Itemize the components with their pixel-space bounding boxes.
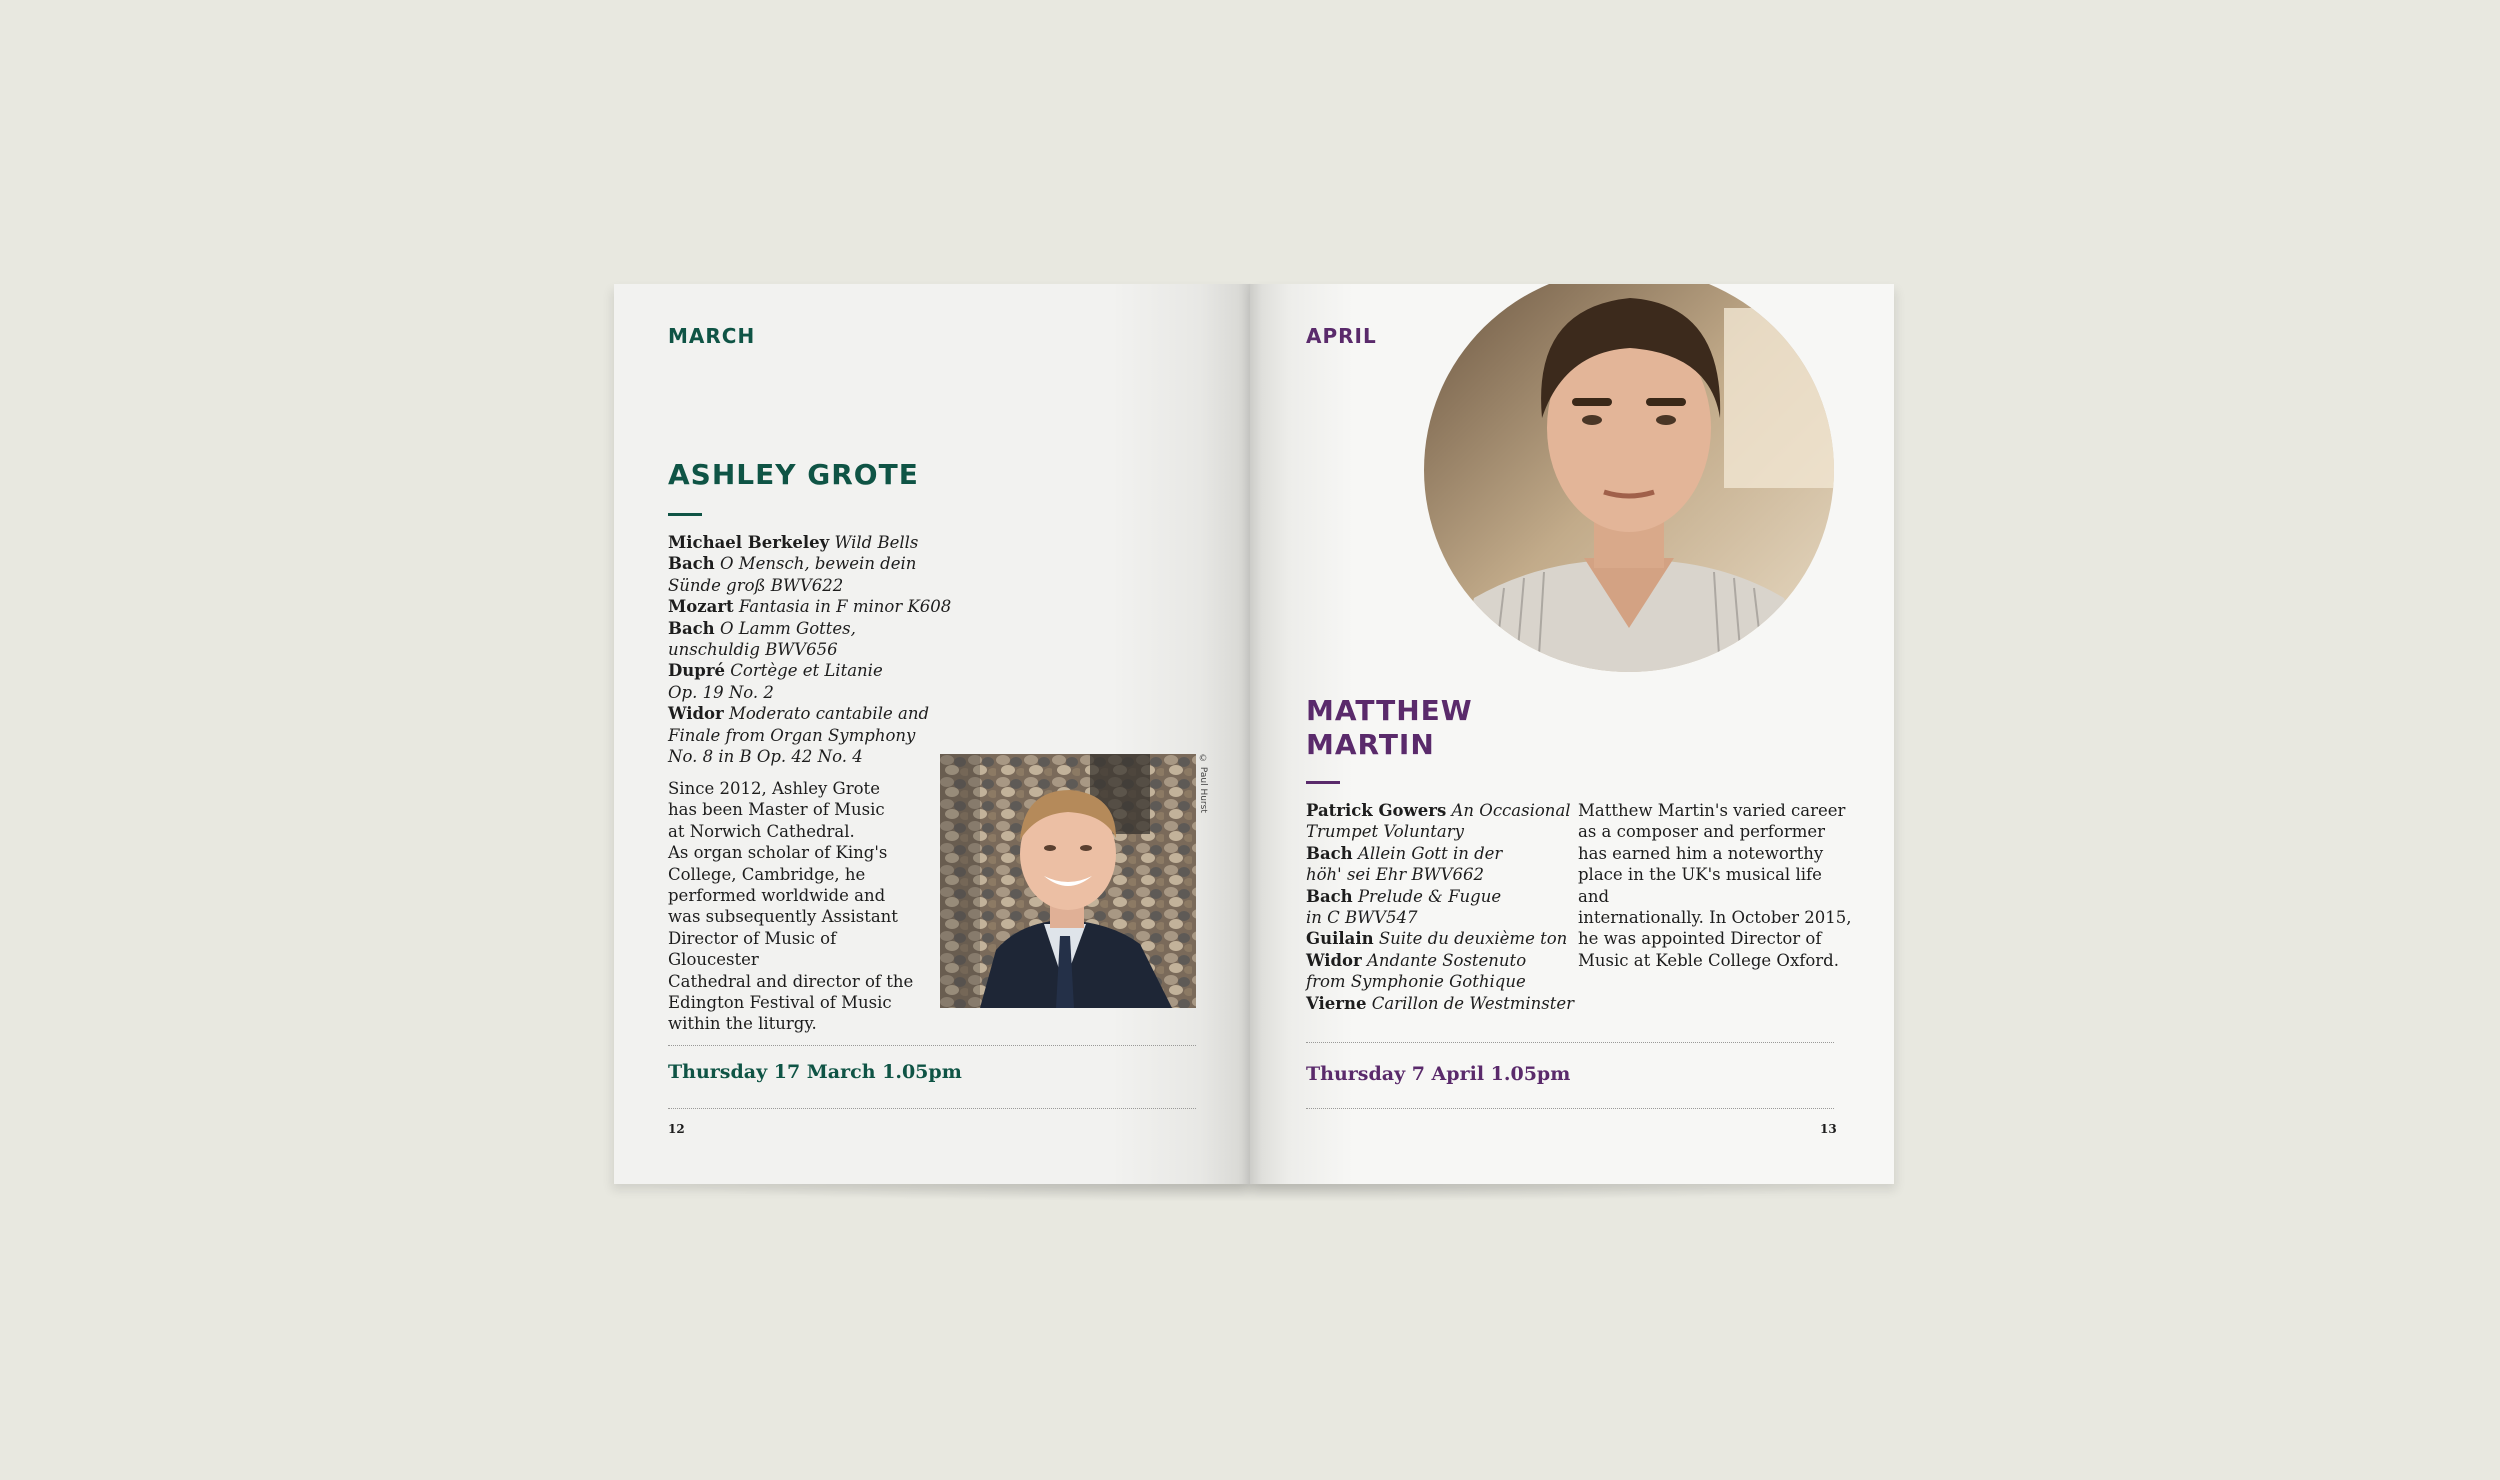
bio-line: Matthew Martin's varied career: [1578, 801, 1846, 820]
performer-name-line: MATTHEW: [1306, 694, 1473, 727]
composer-name: Bach: [1306, 886, 1353, 906]
bio-line: Since 2012, Ashley Grote: [668, 779, 880, 798]
divider-top: [1306, 1042, 1834, 1043]
composer-name: Bach: [1306, 843, 1353, 863]
performer-photo: [1424, 284, 1834, 672]
program-item: [668, 618, 958, 661]
composer-name: Mozart: [668, 597, 734, 617]
work-title: in C BWV547: [1306, 908, 1418, 928]
work-title: Op. 19 No. 2: [668, 682, 774, 702]
work-title: höh' sei Ehr BWV662: [1306, 865, 1485, 885]
program-item: [1306, 993, 1576, 1014]
composer-name: Dupré: [668, 661, 726, 681]
bio-line: has earned him a noteworthy: [1578, 843, 1824, 863]
right-page: [1250, 284, 1894, 1184]
work-title: Carillon de Westminster: [1371, 993, 1575, 1013]
bio-line: Edington Festival of Music: [668, 993, 892, 1013]
bio-line: at Norwich Cathedral.: [668, 821, 855, 841]
composer-name: Guilain: [1306, 929, 1374, 949]
biography: [668, 778, 928, 1035]
bio-line: Director of Music of Gloucester: [668, 928, 837, 970]
program-item: [1306, 886, 1576, 929]
bio-line: has been Master of Music: [668, 800, 885, 820]
bio-line: College, Cambridge, he: [668, 864, 866, 884]
composer-name: Vierne: [1306, 993, 1367, 1013]
bio-line: Cathedral and director of the: [668, 971, 914, 991]
bio-line: As organ scholar of King's: [668, 843, 888, 863]
work-title: Andante Sostenuto: [1367, 950, 1527, 970]
program-item: [1306, 928, 1576, 949]
work-title: Finale from Organ Symphony: [668, 725, 916, 745]
title-rule: [1306, 781, 1340, 784]
page-number: 12: [668, 1122, 685, 1136]
program-item: [668, 532, 958, 553]
work-title: Allein Gott in der: [1357, 843, 1503, 863]
work-title: unschuldig BWV656: [668, 640, 838, 660]
work-title: O Lamm Gottes,: [719, 618, 856, 638]
work-title: Sünde groß BWV622: [668, 575, 844, 595]
composer-name: Bach: [668, 554, 715, 574]
bio-line: internationally. In October 2015,: [1578, 908, 1852, 928]
performer-photo: [940, 754, 1196, 1008]
program-item: [1306, 800, 1576, 843]
work-title: Suite du deuxième ton: [1378, 929, 1568, 949]
bio-line: within the liturgy.: [668, 1014, 817, 1034]
program-item: [1306, 843, 1576, 886]
work-title: No. 8 in B Op. 42 No. 4: [668, 747, 863, 767]
bio-line: was subsequently Assistant: [668, 907, 898, 927]
performer-name: [1306, 694, 1473, 762]
performance-date: Thursday 7 April 1.05pm: [1306, 1063, 1571, 1085]
work-title: Wild Bells: [834, 533, 919, 552]
work-title: Fantasia in F minor K608: [738, 597, 952, 617]
program-item: [668, 553, 958, 596]
work-title: Prelude & Fugue: [1357, 886, 1502, 906]
composer-name: Widor: [1306, 950, 1362, 970]
spine: [1238, 284, 1262, 1184]
composer-name: Michael Berkeley: [668, 533, 830, 552]
program-item: [668, 703, 958, 767]
photo-credit: © Paul Hurst: [1198, 754, 1208, 813]
program-item: [668, 596, 958, 617]
bio-line: place in the UK's musical life and: [1578, 865, 1822, 906]
divider-bottom: [668, 1108, 1196, 1109]
program-list: [1306, 800, 1576, 1014]
work-title: Trumpet Voluntary: [1306, 822, 1464, 842]
program-item: [668, 660, 958, 703]
work-title: An Occasional: [1451, 801, 1571, 820]
bio-line: he was appointed Director of: [1578, 929, 1822, 949]
work-title: O Mensch, bewein dein: [719, 554, 917, 574]
work-title: Cortège et Litanie: [730, 661, 883, 681]
work-title: from Symphonie Gothique: [1306, 972, 1526, 992]
page-number: 13: [1820, 1122, 1837, 1136]
composer-name: Patrick Gowers: [1306, 801, 1447, 820]
divider-bottom: [1306, 1108, 1834, 1109]
bio-line: Music at Keble College Oxford.: [1578, 950, 1839, 970]
performer-name: ASHLEY GROTE: [668, 458, 919, 491]
left-page: [614, 284, 1250, 1184]
divider-top: [668, 1045, 1196, 1046]
month-heading: MARCH: [668, 324, 756, 348]
composer-name: Widor: [668, 704, 724, 724]
performer-name-line: MARTIN: [1306, 728, 1435, 761]
biography: [1578, 800, 1858, 971]
month-heading: APRIL: [1306, 324, 1377, 348]
program-list: [668, 532, 958, 767]
title-rule: [668, 513, 702, 516]
program-item: [1306, 950, 1576, 993]
composer-name: Bach: [668, 618, 715, 638]
bio-line: performed worldwide and: [668, 886, 886, 906]
work-title: Moderato cantabile and: [729, 704, 930, 724]
bio-line: as a composer and performer: [1578, 822, 1826, 842]
performance-date: Thursday 17 March 1.05pm: [668, 1061, 962, 1083]
